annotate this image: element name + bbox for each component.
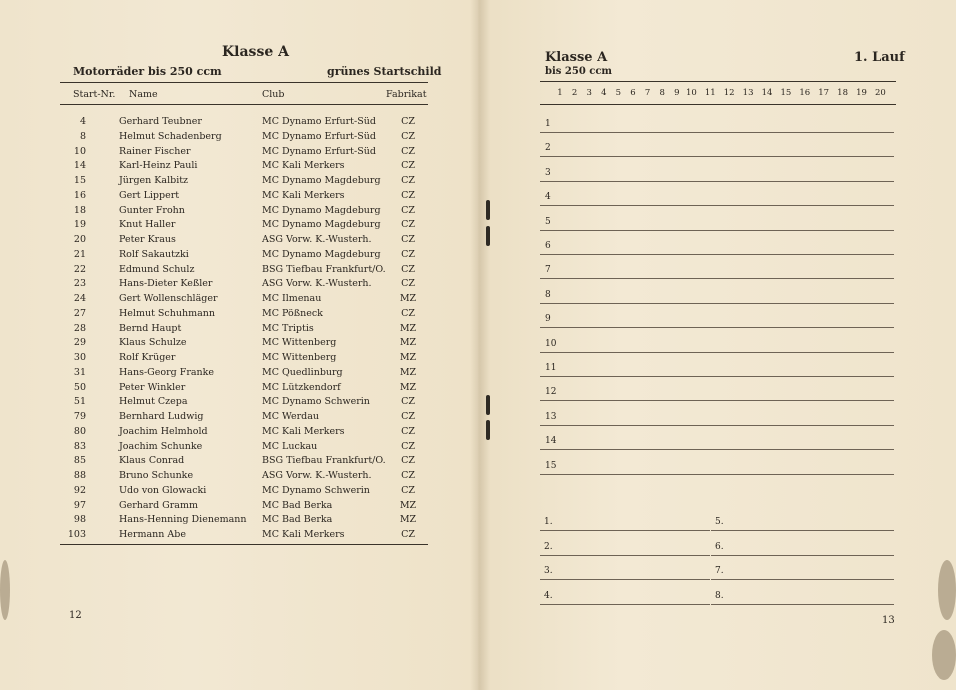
manufacturer: CZ: [401, 204, 415, 216]
heat-label: 1. Lauf: [854, 50, 905, 65]
club-name: MC Luckau: [262, 440, 318, 452]
binding-stitch: [486, 226, 490, 246]
col-header-fabrikat: Fabrikat: [386, 89, 427, 100]
manufacturer: CZ: [401, 425, 415, 437]
row-number: 14: [545, 436, 557, 447]
rider-name: Hans-Henning Dienemann: [119, 514, 247, 526]
lap-grid-row: [540, 159, 894, 182]
manufacturer: CZ: [401, 396, 415, 408]
row-number: 2: [545, 143, 551, 154]
club-name: MC Wittenberg: [262, 352, 337, 363]
placing-number: 3.: [544, 566, 553, 576]
rider-name: Udo von Glowacki: [119, 484, 207, 496]
club-name: MC Bad Berka: [262, 499, 333, 511]
lap-sheet-title: Klasse A: [545, 50, 608, 65]
lap-grid-row: [540, 452, 894, 475]
binding-stitch: [486, 200, 490, 220]
rider-name: Gert Wollenschläger: [119, 293, 218, 304]
manufacturer: CZ: [401, 440, 415, 452]
lap-number: 2: [571, 88, 578, 98]
lap-grid-row: [540, 232, 894, 255]
start-number: 79: [73, 411, 86, 422]
manufacturer: CZ: [401, 484, 415, 496]
col-header-start-nr: Start-Nr.: [73, 89, 116, 100]
lap-number-header: [540, 88, 896, 100]
club-name: ASG Vorw. K.-Wusterh.: [262, 470, 372, 481]
club-name: BSG Tiefbau Frankfurt/O.: [262, 455, 386, 467]
list-end-rule: [60, 544, 428, 545]
table-row: [60, 175, 440, 189]
start-number: 103: [67, 529, 86, 540]
manufacturer: MZ: [399, 293, 417, 304]
rider-name: Rainer Fischer: [119, 145, 191, 157]
table-row: [60, 470, 440, 484]
placing-number: 4.: [544, 590, 553, 601]
club-name: MC Quedlinburg: [262, 366, 343, 378]
manufacturer: CZ: [401, 189, 415, 201]
lap-number: 20: [874, 88, 886, 98]
club-name: MC Dynamo Erfurt-Süd: [262, 130, 376, 142]
manufacturer: CZ: [401, 234, 415, 245]
paper-stain: [938, 560, 956, 620]
lap-header-rule-bottom: [540, 104, 896, 105]
lap-number: 9: [674, 88, 680, 98]
table-row: [60, 426, 440, 440]
table-row: [60, 500, 440, 514]
manufacturer: MZ: [399, 499, 417, 511]
book-gutter: [470, 0, 490, 690]
start-number: 29: [73, 337, 86, 349]
binding-stitch: [486, 395, 490, 415]
manufacturer: MZ: [399, 514, 417, 526]
table-row: [60, 234, 440, 248]
rider-name: Edmund Schulz: [119, 263, 195, 275]
lap-number: 7: [644, 88, 651, 98]
placing-line: [540, 512, 710, 531]
lap-grid-row: [540, 281, 894, 304]
row-number: 12: [545, 387, 557, 398]
manufacturer: CZ: [401, 219, 415, 231]
table-row: [60, 131, 440, 145]
rider-name: Peter Winkler: [119, 381, 186, 393]
manufacturer: MZ: [399, 337, 417, 349]
manufacturer: CZ: [401, 411, 415, 422]
row-number: 15: [545, 460, 557, 471]
placing-line: [540, 561, 710, 580]
start-number: 31: [73, 366, 86, 378]
page-title: Klasse A: [222, 44, 289, 60]
rider-name: Peter Kraus: [119, 234, 176, 245]
manufacturer: CZ: [401, 529, 415, 540]
lap-number: 11: [704, 88, 716, 98]
start-number: 4: [79, 116, 86, 127]
manufacturer: CZ: [401, 455, 415, 467]
table-row: [60, 293, 440, 307]
lap-grid-row: [540, 305, 894, 328]
lap-number: 8: [659, 88, 665, 98]
table-row: [60, 116, 440, 130]
placing-number: 6.: [715, 541, 724, 552]
page-number-right: 13: [882, 615, 895, 626]
club-name: MC Dynamo Magdeburg: [262, 204, 381, 216]
club-name: MC Kali Merkers: [262, 529, 345, 540]
table-row: [60, 323, 440, 337]
binding-stitch: [486, 420, 490, 440]
table-row: [60, 352, 440, 366]
header-rule-bottom: [60, 104, 428, 105]
lap-number: 13: [742, 88, 754, 98]
table-row: [60, 146, 440, 160]
rider-name: Rolf Sakautzki: [119, 248, 189, 260]
club-name: MC Dynamo Magdeburg: [262, 175, 381, 186]
start-number: 8: [79, 130, 86, 142]
table-row: [60, 160, 440, 174]
club-name: MC Dynamo Schwerin: [262, 484, 370, 496]
table-row: [60, 278, 440, 292]
start-number: 21: [73, 248, 86, 260]
lap-number: 1: [557, 88, 563, 98]
manufacturer: CZ: [401, 278, 415, 290]
rider-name: Rolf Krüger: [119, 352, 176, 363]
club-name: MC Wittenberg: [262, 337, 337, 349]
placing-line: [540, 586, 710, 605]
manufacturer: CZ: [401, 470, 415, 481]
lap-number: 18: [837, 88, 848, 98]
manufacturer: CZ: [401, 175, 415, 186]
table-row: [60, 411, 440, 425]
placing-line: [711, 561, 894, 580]
start-number: 51: [73, 396, 86, 408]
lap-number: 19: [856, 88, 867, 98]
rider-name: Gert Lippert: [119, 189, 180, 201]
row-number: 11: [545, 363, 557, 373]
row-number: 9: [545, 314, 551, 325]
table-row: [60, 382, 440, 396]
rider-name: Bernhard Ludwig: [119, 411, 204, 422]
lap-number: 3: [586, 88, 592, 98]
lap-header-rule-top: [540, 81, 896, 82]
table-row: [60, 455, 440, 469]
manufacturer: CZ: [401, 248, 415, 260]
class-subtitle: Motorräder bis 250 ccm: [73, 65, 222, 78]
paper-stain: [0, 560, 10, 620]
row-number: 13: [545, 411, 557, 422]
manufacturer: MZ: [399, 352, 417, 363]
row-number: 5: [545, 216, 551, 227]
start-number: 85: [73, 455, 86, 467]
club-name: MC Kali Merkers: [262, 189, 345, 201]
paper-stain: [932, 630, 956, 680]
start-number: 27: [73, 307, 86, 319]
start-number: 19: [73, 219, 86, 231]
club-name: MC Dynamo Magdeburg: [262, 219, 381, 231]
manufacturer: CZ: [401, 263, 415, 275]
manufacturer: MZ: [399, 381, 417, 393]
lap-grid-row: [540, 403, 894, 426]
lap-grid-row: [540, 354, 894, 377]
lap-grid-row: [540, 330, 894, 353]
club-name: MC Bad Berka: [262, 514, 333, 526]
start-number: 98: [73, 514, 86, 526]
club-name: MC Lützkendorf: [262, 381, 341, 393]
start-number: 92: [73, 484, 86, 496]
table-row: [60, 441, 440, 455]
lap-number: 4: [601, 88, 607, 98]
placing-number: 8.: [715, 590, 724, 601]
club-name: ASG Vorw. K.-Wusterh.: [262, 234, 372, 245]
manufacturer: CZ: [401, 307, 415, 319]
table-row: [60, 514, 440, 528]
table-row: [60, 485, 440, 499]
club-name: MC Triptis: [262, 322, 314, 334]
start-number: 88: [73, 470, 86, 481]
lap-number: 10: [685, 88, 697, 98]
col-header-club: Club: [262, 89, 285, 100]
club-name: MC Dynamo Erfurt-Süd: [262, 145, 376, 157]
table-row: [60, 529, 440, 543]
club-name: MC Dynamo Erfurt-Süd: [262, 116, 376, 127]
row-number: 4: [545, 192, 551, 203]
lap-grid-row: [540, 256, 894, 279]
manufacturer: MZ: [399, 322, 417, 334]
table-row: [60, 249, 440, 263]
club-name: MC Dynamo Magdeburg: [262, 248, 381, 260]
start-number: 24: [73, 293, 86, 304]
placing-number: 7.: [715, 566, 724, 576]
club-name: MC Dynamo Schwerin: [262, 396, 370, 408]
table-row: [60, 205, 440, 219]
row-number: 8: [545, 289, 551, 300]
manufacturer: CZ: [401, 145, 415, 157]
rider-name: Klaus Conrad: [119, 455, 185, 467]
rider-name: Jürgen Kalbitz: [119, 175, 189, 186]
start-number: 16: [73, 189, 86, 201]
rider-name: Klaus Schulze: [119, 337, 187, 349]
club-name: ASG Vorw. K.-Wusterh.: [262, 278, 372, 290]
start-number: 15: [73, 175, 86, 186]
row-number: 6: [545, 241, 551, 251]
row-number: 1: [545, 119, 551, 129]
club-name: BSG Tiefbau Frankfurt/O.: [262, 263, 386, 275]
placing-line: [711, 512, 894, 531]
start-number: 10: [73, 145, 86, 157]
start-number: 97: [73, 499, 86, 511]
lap-grid-row: [540, 378, 894, 401]
start-number: 20: [73, 234, 86, 245]
start-number: 28: [73, 322, 86, 334]
start-sign-label: grünes Startschild: [327, 65, 442, 78]
rider-name: Bernd Haupt: [119, 322, 182, 334]
start-number: 83: [73, 440, 86, 452]
lap-grid-row: [540, 208, 894, 231]
table-row: [60, 396, 440, 410]
lap-number: 6: [630, 88, 636, 98]
row-number: 3: [545, 167, 551, 178]
placing-line: [540, 537, 710, 556]
lap-number: 16: [799, 88, 811, 98]
start-number: 14: [73, 160, 86, 172]
placing-number: 5.: [715, 517, 724, 527]
placing-number: 1.: [544, 517, 553, 527]
rider-name: Helmut Schadenberg: [119, 130, 222, 142]
manufacturer: CZ: [401, 160, 415, 172]
row-number: 7: [545, 265, 551, 276]
header-rule-top: [60, 82, 428, 83]
lap-number: 15: [780, 88, 792, 98]
table-row: [60, 367, 440, 381]
rider-name: Gunter Frohn: [119, 204, 185, 216]
col-header-name: Name: [129, 89, 158, 100]
lap-grid-row: [540, 183, 894, 206]
rider-name: Karl-Heinz Pauli: [119, 160, 198, 172]
lap-number: 12: [723, 88, 735, 98]
start-number: 22: [73, 263, 86, 275]
rider-name: Hans-Georg Franke: [119, 366, 215, 378]
start-number: 30: [73, 352, 86, 363]
start-number: 18: [73, 204, 86, 216]
rider-name: Hermann Abe: [119, 529, 186, 540]
lap-sheet-subtitle: bis 250 ccm: [545, 66, 613, 77]
rider-name: Joachim Helmhold: [119, 425, 208, 437]
table-row: [60, 190, 440, 204]
start-number: 50: [73, 381, 86, 393]
manufacturer: CZ: [401, 130, 415, 142]
rider-name: Joachim Schunke: [119, 440, 203, 452]
placing-line: [711, 537, 894, 556]
rider-name: Bruno Schunke: [119, 470, 194, 481]
rider-name: Helmut Schuhmann: [119, 307, 216, 319]
table-row: [60, 264, 440, 278]
lap-grid-row: [540, 427, 894, 450]
table-row: [60, 219, 440, 233]
club-name: MC Werdau: [262, 411, 320, 422]
rider-name: Helmut Czepa: [119, 396, 188, 408]
table-row: [60, 308, 440, 322]
page-number-left: 12: [69, 610, 82, 621]
rider-name: Gerhard Gramm: [119, 499, 198, 511]
rider-name: Hans-Dieter Keßler: [119, 278, 213, 290]
lap-grid-row: [540, 110, 894, 133]
lap-number: 14: [761, 88, 773, 98]
club-name: MC Ilmenau: [262, 293, 322, 304]
start-number: 80: [73, 425, 86, 437]
lap-number: 17: [818, 88, 830, 98]
row-number: 10: [545, 338, 557, 349]
manufacturer: CZ: [401, 116, 415, 127]
placing-line: [711, 586, 894, 605]
lap-number: 5: [615, 88, 622, 98]
lap-grid-row: [540, 134, 894, 157]
rider-name: Gerhard Teubner: [119, 116, 202, 127]
club-name: MC Kali Merkers: [262, 160, 345, 172]
club-name: MC Pößneck: [262, 307, 323, 319]
manufacturer: MZ: [399, 366, 417, 378]
start-number: 23: [73, 278, 86, 290]
rider-name: Knut Haller: [119, 219, 176, 231]
club-name: MC Kali Merkers: [262, 425, 345, 437]
placing-number: 2.: [544, 541, 553, 552]
table-row: [60, 337, 440, 351]
